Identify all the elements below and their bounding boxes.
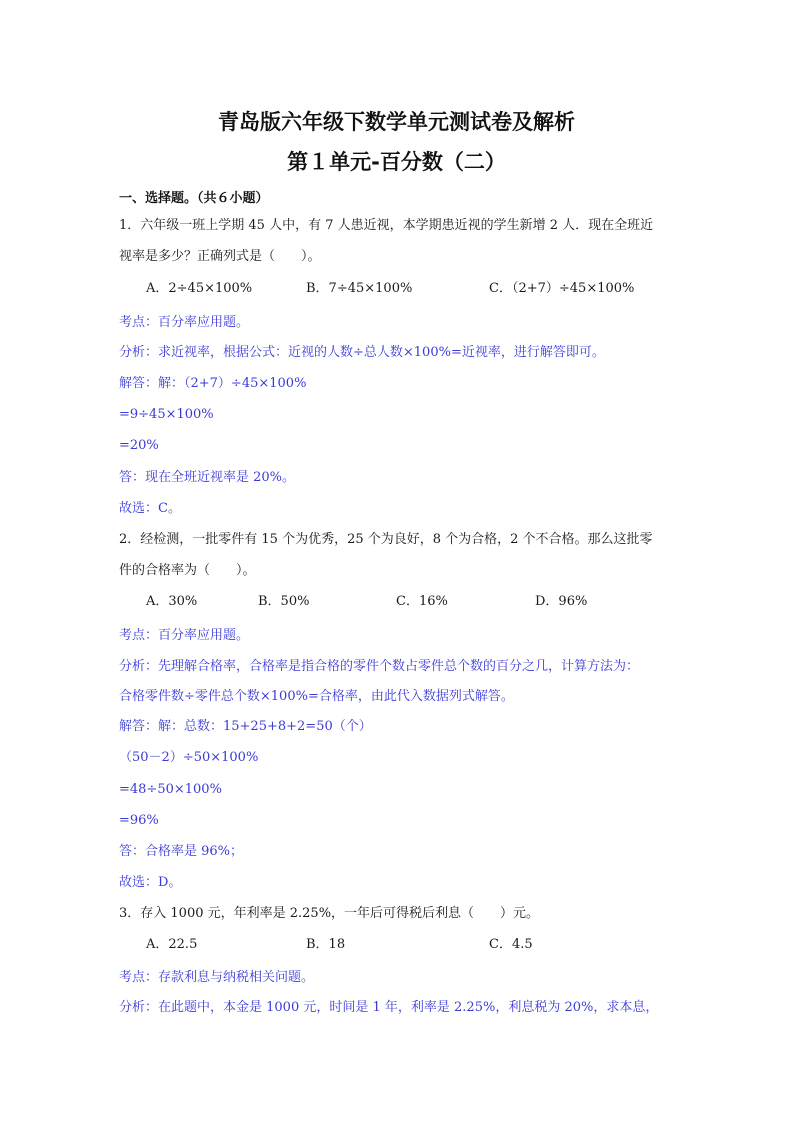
q3-option-a: A．22.5 bbox=[146, 937, 198, 952]
q1-jieda-line1: 解答：解：（2+7）÷45×100% bbox=[119, 376, 307, 391]
q1-jieda-line2: =9÷45×100% bbox=[119, 407, 214, 422]
q2-fenxi-line1: 分析：先理解合格率，合格率是指合格的零件个数占零件总个数的百分之几，计算方法为： bbox=[119, 659, 640, 674]
document-title: 青岛版六年级下数学单元测试卷及解析 bbox=[218, 110, 575, 134]
q1-stem-line1: 1．六年级一班上学期 45 人中，有 7 人患近视，本学期患近视的学生新增 2 人．现在全班近 bbox=[119, 218, 654, 233]
q2-option-c: C．16% bbox=[396, 594, 448, 609]
q2-option-d: D．96% bbox=[535, 594, 588, 609]
q1-choice: 故选：C。 bbox=[119, 501, 181, 516]
section-heading: 一、选择题。（共６小题） bbox=[119, 191, 269, 206]
q1-option-b: B．7÷45×100% bbox=[306, 281, 413, 296]
q2-jieda-line3: =48÷50×100% bbox=[119, 782, 222, 797]
q3-stem: 3．存入 1000 元，年利率是 2.25%，一年后可得税后利息（ ）元。 bbox=[119, 906, 540, 921]
q1-fenxi: 分析：求近视率，根据公式：近视的人数÷总人数×100%=近视率，进行解答即可。 bbox=[119, 345, 605, 360]
q3-fenxi: 分析：在此题中，本金是 1000 元，时间是 1 年，利率是 2.25%，利息税为 20%，求本息， bbox=[119, 1000, 659, 1015]
q1-option-a: A．2÷45×100% bbox=[146, 281, 253, 296]
q1-answer: 答：现在全班近视率是 20%。 bbox=[119, 470, 296, 485]
q2-choice: 故选：D。 bbox=[119, 875, 182, 890]
q3-kaodian: 考点：存款利息与纳税相关问题。 bbox=[119, 970, 315, 985]
q2-option-a: A．30% bbox=[146, 594, 198, 609]
q2-kaodian: 考点：百分率应用题。 bbox=[119, 628, 250, 643]
q2-fenxi-line2: 合格零件数÷零件总个数×100%=合格率，由此代入数据列式解答。 bbox=[119, 689, 514, 704]
q1-option-c: C．（2+7）÷45×100% bbox=[489, 281, 635, 296]
q2-jieda-line4: =96% bbox=[119, 813, 159, 828]
q3-option-b: B．18 bbox=[306, 937, 346, 952]
q2-answer: 答：合格率是 96%； bbox=[119, 844, 244, 859]
q2-stem-line1: 2．经检测，一批零件有 15 个为优秀，25 个为良好，8 个为合格，2 个不合格。那么这批零 bbox=[119, 532, 653, 547]
q2-jieda-line1: 解答：解：总数：15+25+8+2=50（个） bbox=[119, 719, 372, 734]
q2-stem-line2: 件的合格率为（ ）。 bbox=[119, 563, 256, 578]
q1-stem-line2: 视率是多少？正确列式是（ ）。 bbox=[119, 249, 321, 264]
q2-option-b: B．50% bbox=[258, 594, 310, 609]
document-subtitle: 第１单元-百分数（二） bbox=[287, 150, 506, 174]
q1-jieda-line3: =20% bbox=[119, 438, 159, 453]
q3-option-c: C．4.5 bbox=[489, 937, 533, 952]
q2-jieda-line2: （50－2）÷50×100% bbox=[119, 750, 259, 765]
q1-kaodian: 考点：百分率应用题。 bbox=[119, 315, 250, 330]
